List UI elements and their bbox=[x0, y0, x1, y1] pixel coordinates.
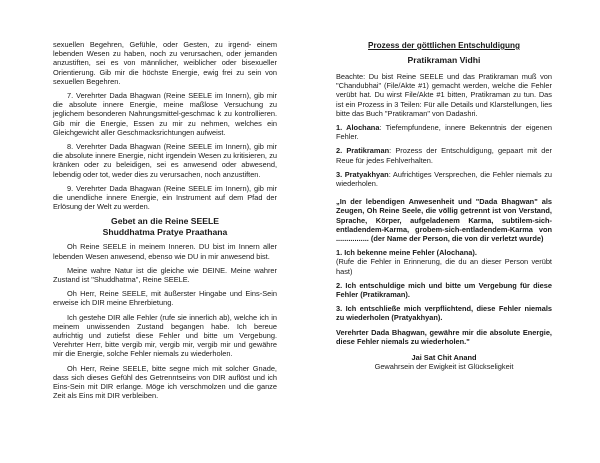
resolution-1-note: (Rufe die Fehler in Erinnerung, die du an dieser Person verübt hast) bbox=[336, 257, 552, 276]
step-label: 3. Pratyakhyan bbox=[336, 169, 389, 179]
section-heading: Gebet an die Reine SEELE bbox=[111, 216, 219, 227]
step-text: : Tiefempfundene, innere Bekenntnis der eigenen Fehler. bbox=[336, 123, 552, 142]
left-column bbox=[53, 40, 277, 401]
prayer-item-9: 9. Verehrter Dada Bhagwan (Reine SEELE im Innern), gib mir die unendliche innere Energie, ein Instrument auf dem Pfad der Erlösung der Welt zu werden. bbox=[53, 183, 277, 212]
prayer-paragraph-5: Oh Herr, Reine SEELE, bitte segne mich mit solcher Gnade, dass sich dieses Gefühl des Getrenntseins von DIR auflöst und ich Eins-Sein mit DIR erlange. Möge ich verschmolzen und die ganze Zeit als Eins mit DIR verbleiben. bbox=[53, 363, 277, 401]
step-label: 2. Pratikraman bbox=[336, 146, 390, 156]
page-title: Prozess der göttlichen Entschuldigung bbox=[368, 41, 520, 50]
paragraph-sexual-desire: sexuellen Begehren, Gefühle, oder Gesten, zu irgend- einem lebenden Wesen zu haben, noch zu verursachen, oder jemanden anzustiften, sei es von männlicher, weiblicher oder bisexueller Orientierung. Gib mir die höchste Energie, ewig frei zu sein von sexuellen Begehren. bbox=[53, 40, 277, 86]
step-pratikraman bbox=[336, 146, 552, 164]
closing-line: Jai Sat Chit Anand bbox=[411, 353, 477, 363]
resolution-3: 3. Ich entschließe mich verpflichtend, diese Fehler niemals zu wiederholen (Pratyakhyan). bbox=[336, 304, 552, 323]
step-pratyakhyan bbox=[336, 170, 552, 188]
step-text: : Prozess der Entschuldigung, gepaart mit der Reue für jedes Fehlverhalten. bbox=[336, 146, 552, 165]
resolution-final: Verehrter Dada Bhagwan, gewähre mir die absolute Energie, diese Fehler niemals zu wiederholen." bbox=[336, 327, 552, 346]
prayer-paragraph-4: Ich gestehe DIR alle Fehler (rufe sie innerlich ab), welche ich in meinem unwissenden Zustand begangen habe. Ich bereue aufrichtig und zutiefst diese Fehler und bitte um Vergebung. Verehrter Herr, bitte vergib mir, vergib mir, vergib mir und gewähre mir die Energie, solche Fehler niemals zu wiederholen. bbox=[53, 312, 277, 359]
section-subheading: Shuddhatma Pratye Praathana bbox=[102, 227, 228, 238]
prayer-paragraph-1: Oh Reine SEELE in meinem Inneren. DU bist im Innern aller lebenden Wesen anwesend, ebenso wie DU in mir anwesend bist. bbox=[53, 242, 277, 261]
step-alochana bbox=[336, 123, 552, 141]
prayer-paragraph-2: Meine wahre Natur ist die gleiche wie DEINE. Meine wahrer Zustand ist "Shuddhatma", Reine SEELE. bbox=[53, 265, 277, 285]
step-label: 1. Alochana bbox=[336, 123, 380, 133]
resolution-1: 1. Ich bekenne meine Fehler (Alochana). bbox=[336, 248, 477, 258]
prayer-quote: „In der lebendigen Anwesenheit und "Dada Bhagwan" als Zeugen, Oh Reine Seele, die völlig getrennt ist von Verstand, Sprache, Körper, aufgeladenem Karma, subtilem-sich-entladendem-Karma, grobem-sich-entladendem-Karma von ................ (der Name der Person, die von dir verletzt wurde) bbox=[336, 197, 552, 244]
page-subtitle: Pratikraman Vidhi bbox=[407, 55, 481, 65]
right-column bbox=[336, 40, 552, 371]
prayer-item-8: 8. Verehrter Dada Bhagwan (Reine SEELE im Innern), gib mir die absolute innere Energie, nicht irgendein Wesen zu kritisieren, zu kränken oder zu beleidigen, sei es anwesend oder abwesend, lebendig oder tot, weder dies zu verursachen, noch anzustiften. bbox=[53, 142, 277, 179]
resolution-2: 2. Ich entschuldige mich und bitte um Vergebung für diese Fehler (Pratikraman). bbox=[336, 280, 552, 300]
intro-note: Beachte: Du bist Reine SEELE und das Pratikraman muß von "Chandubhai" (File/Akte #1) gemacht werden, welche die Fehler verübt hat. Du wirst File/Akte #1 bitten, Pratikraman zu tun. Das ist ein Prozess in 3 Teilen: Für alle Details und Klarstellungen, lies bitte das Buch "Pratikraman" von Dadashri. bbox=[336, 72, 552, 118]
closing-subline: Gewahrsein der Ewigkeit ist Glückseligkeit bbox=[374, 362, 514, 372]
prayer-paragraph-3: Oh Herr, Reine SEELE, mit äußerster Hingabe und Eins-Sein erweise ich DIR meine Ehrerbietung. bbox=[53, 289, 277, 308]
step-text: : Aufrichtiges Versprechen, die Fehler niemals zu wiederholen. bbox=[336, 169, 552, 189]
prayer-item-7: 7. Verehrter Dada Bhagwan (Reine SEELE im Innern), gib mir die absolute innere Energie, meine maßlose Versuchung zu jeglichem besonderen Nahrungsmittel-geschmac k zu kontrollieren. Gib mir die Energie, Essen zu mir zu nehmen, welches ein Gleichgewicht aller Geschmacksrichtungen aufweist. bbox=[53, 91, 277, 137]
